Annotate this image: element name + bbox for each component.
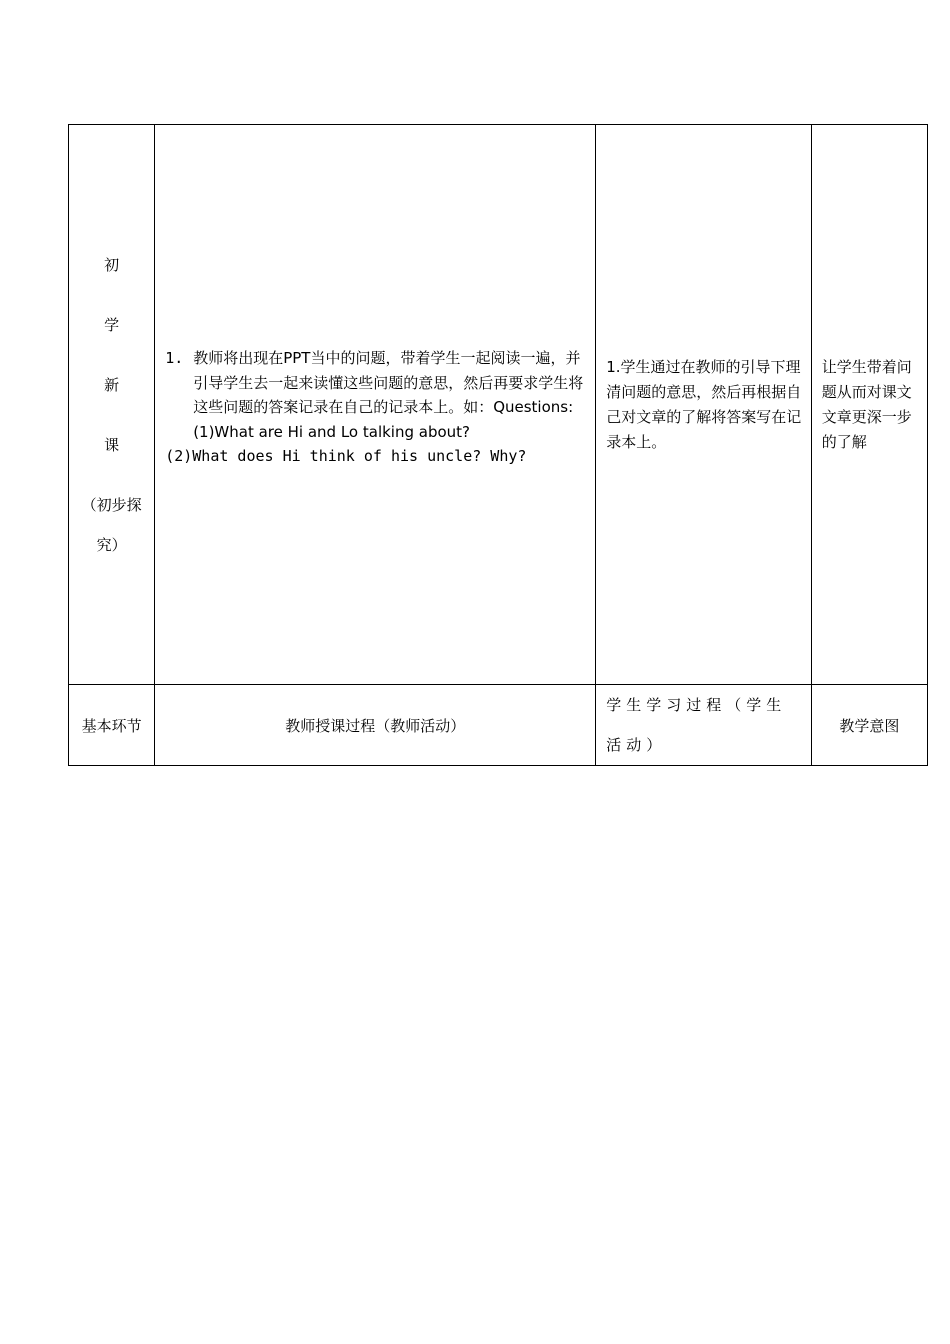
header-stage: 基本环节 — [69, 685, 155, 766]
intent-text: 让学生带着问题从而对课文文章更深一步的了解 — [821, 357, 912, 451]
header-student: 学生学习过程（学生活动） — [596, 685, 812, 766]
teacher-item-2: (2)What does Hi think of his uncle? Why? — [165, 447, 527, 466]
lesson-table — [68, 124, 928, 766]
item-number: 1. — [165, 349, 184, 368]
header-intent: 教学意图 — [811, 685, 927, 766]
intent-cell — [811, 125, 927, 685]
stage-cell — [69, 125, 155, 685]
teacher-activity-cell — [155, 125, 596, 685]
lesson-row — [69, 125, 928, 685]
stage-char: 学 — [104, 315, 120, 334]
header-teacher: 教师授课过程（教师活动） — [155, 685, 596, 766]
stage-char: 课 — [104, 435, 120, 454]
student-activity-cell — [596, 125, 812, 685]
student-text: 1.学生通过在教师的引导下理清问题的意思，然后再根据自己对文章的了解将答案写在记录本上。 — [606, 357, 802, 451]
teacher-item-1 — [165, 346, 587, 444]
stage-char: 初 — [104, 255, 120, 274]
item-text: 教师将出现在PPT当中的问题，带着学生一起阅读一遍，并引导学生去一起来读懂这些问题的意思，然后再要求学生将这些问题的答案记录在自己的记录本上。如：Questions:(1)What are Hi and Lo talking about? — [193, 349, 584, 441]
stage-char: 究） — [96, 535, 127, 554]
stage-char: （初步探 — [81, 495, 142, 514]
header-row — [69, 685, 928, 766]
stage-char: 新 — [104, 375, 120, 394]
